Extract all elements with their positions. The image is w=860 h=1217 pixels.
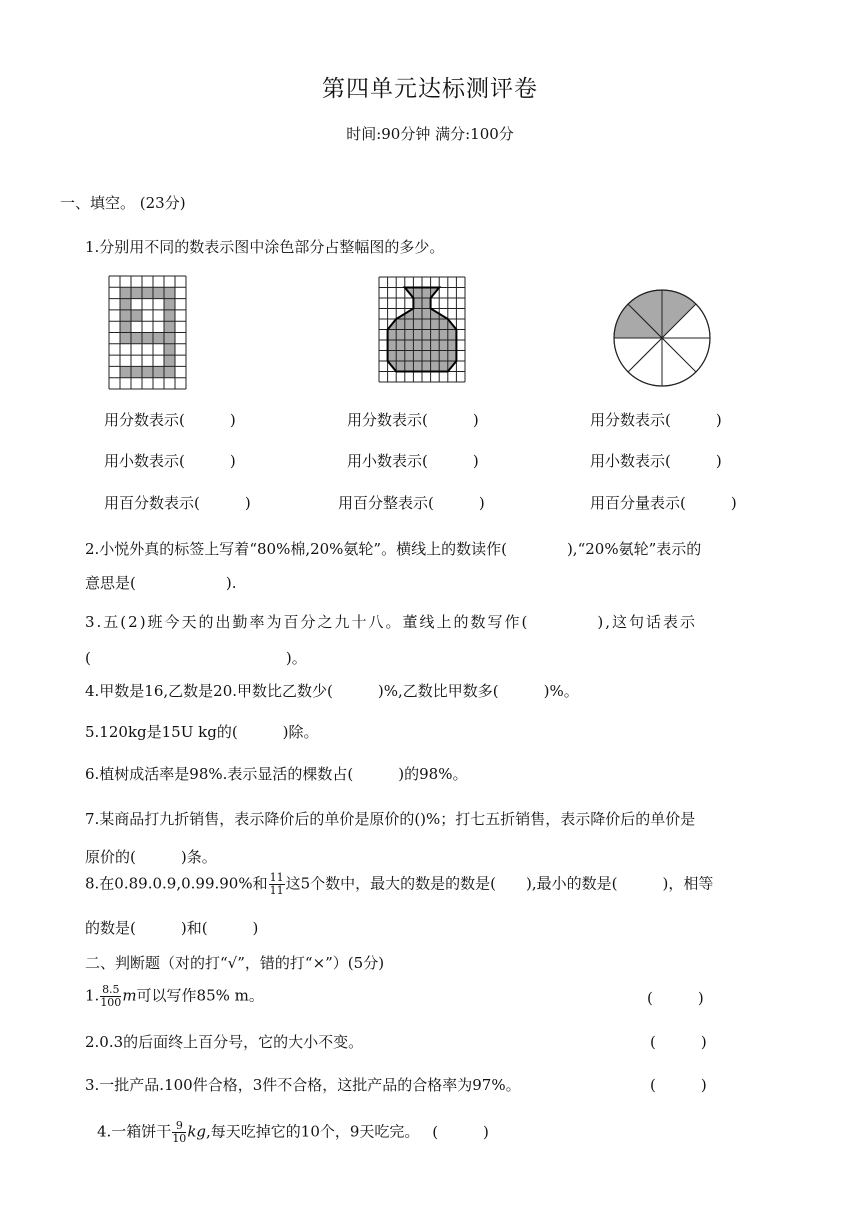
shaded-cell (142, 287, 153, 298)
q8-line1 (85, 872, 713, 897)
judge4-fraction (172, 1120, 186, 1145)
shaded-cell (131, 310, 142, 321)
pie-circle (612, 288, 712, 388)
q8-fraction (269, 872, 285, 897)
fig3-decimal-label: 用小数表示( ) (590, 452, 722, 470)
q1-text: 1.分别用不同的数表示图中涂色部分占整幅图的多少。 (85, 238, 445, 256)
fig3-percent-label: 用百分量表示( ) (590, 494, 737, 512)
judge4-pre: 4.一箱饼干 (97, 1122, 172, 1141)
q3-line2: ( )。 (85, 649, 307, 667)
judge1-post: 可以写作85% m。 (136, 986, 264, 1005)
judge4-paren: ( ) (432, 1122, 489, 1141)
shaded-cell (120, 333, 131, 344)
judge1 (85, 984, 264, 1009)
section2-heading: 二、判断题（对的打“√”，错的打“×”）(5分) (85, 954, 385, 972)
shaded-cell (164, 299, 175, 310)
section1-heading: 一、填空。 (23分) (60, 194, 186, 212)
judge3-text: 3.一批产品.100件合格，3件不合格，这批产品的合格率为97%。 (85, 1076, 521, 1094)
page-title: 第四单元达标测评卷 (322, 76, 538, 102)
judge1-frac-num: 8.5 (102, 983, 120, 996)
shaded-cell (142, 333, 153, 344)
shaded-cell (164, 321, 175, 332)
q8-line2: 的数是( )和( ) (85, 919, 259, 937)
fig3-fraction-label: 用分数表示( ) (590, 411, 722, 429)
q5-text: 5.120kg是15U kg的( )除。 (85, 723, 319, 741)
shaded-cell (153, 287, 164, 298)
shaded-cell (142, 366, 153, 377)
shaded-cell (131, 333, 142, 344)
q8-post: 这5个数中，最大的数是的数是( ),最小的数是( )，相等 (285, 874, 714, 893)
q7-line2: 原价的( )条。 (85, 848, 217, 866)
shaded-cell (164, 344, 175, 355)
judge3-paren: ( ) (650, 1076, 707, 1094)
fig1-decimal-label: 用小数表示( ) (104, 452, 236, 470)
fig1-percent-label: 用百分数表示( ) (104, 494, 251, 512)
q2-line1: 2.小悦外真的标签上写着“80%棉,20%氨轮”。横线上的数读作( ),“20%氨轮”表示的 (85, 540, 702, 558)
shaded-cell (131, 287, 142, 298)
q3-line1: 3.五(2)班今天的出勤率为百分之九十八。董线上的数写作( ),这句话表示 (85, 613, 698, 631)
judge1-fraction (100, 984, 121, 1009)
q4-text: 4.甲数是16,乙数是20.甲数比乙数少( )%,乙数比甲数多( )%。 (85, 682, 579, 700)
judge4-frac-den: 10 (172, 1132, 187, 1145)
q7-line1: 7.某商品打九折销售，表示降价后的单价是原价的()%；打七五折销售，表示降价后的单价是 (85, 810, 696, 828)
shaded-cell (131, 366, 142, 377)
shaded-cell (164, 310, 175, 321)
judge4 (97, 1120, 489, 1145)
shaded-cell (164, 355, 175, 366)
shaded-cell (120, 299, 131, 310)
fig1-fraction-label: 用分数表示( ) (104, 411, 236, 429)
judge4-unit: kg (187, 1122, 207, 1141)
judge1-pre: 1. (85, 986, 100, 1005)
vase-grid (378, 276, 468, 384)
q6-text: 6.植树成活率是98%.表示显活的棵数占( )的98%。 (85, 765, 468, 783)
judge4-frac-num: 9 (172, 1120, 186, 1133)
shaded-cell (164, 287, 175, 298)
judge2-text: 2.0.3的后面终上百分号，它的大小不变。 (85, 1033, 364, 1051)
fig2-fraction-label: 用分数表示( ) (347, 411, 479, 429)
shaded-cell (164, 366, 175, 377)
q2-line2: 意思是( ). (85, 574, 237, 592)
letter-grid (108, 275, 188, 391)
shaded-cell (120, 366, 131, 377)
shaded-cell (120, 287, 131, 298)
page-subtitle: 时间:90分钟 满分:100分 (346, 125, 514, 143)
judge1-frac-den: 100 (100, 996, 122, 1009)
q8-frac-num: 11 (269, 871, 284, 884)
fig2-decimal-label: 用小数表示( ) (347, 452, 479, 470)
judge1-unit: m (122, 986, 137, 1005)
shaded-cell (153, 366, 164, 377)
judge1-paren: ( ) (647, 989, 704, 1007)
judge4-post: ,每天吃掉它的10个，9天吃完。 (206, 1122, 420, 1141)
q8-frac-den: 11 (269, 884, 284, 897)
fig2-percent-label: 用百分整表示( ) (338, 494, 485, 512)
shaded-cell (153, 333, 164, 344)
shaded-cell (120, 310, 131, 321)
shaded-cell (120, 321, 131, 332)
q8-pre: 8.在0.89.0.9,0.99.90%和 (85, 874, 268, 893)
judge2-paren: ( ) (650, 1033, 707, 1051)
shaded-cell (164, 333, 175, 344)
